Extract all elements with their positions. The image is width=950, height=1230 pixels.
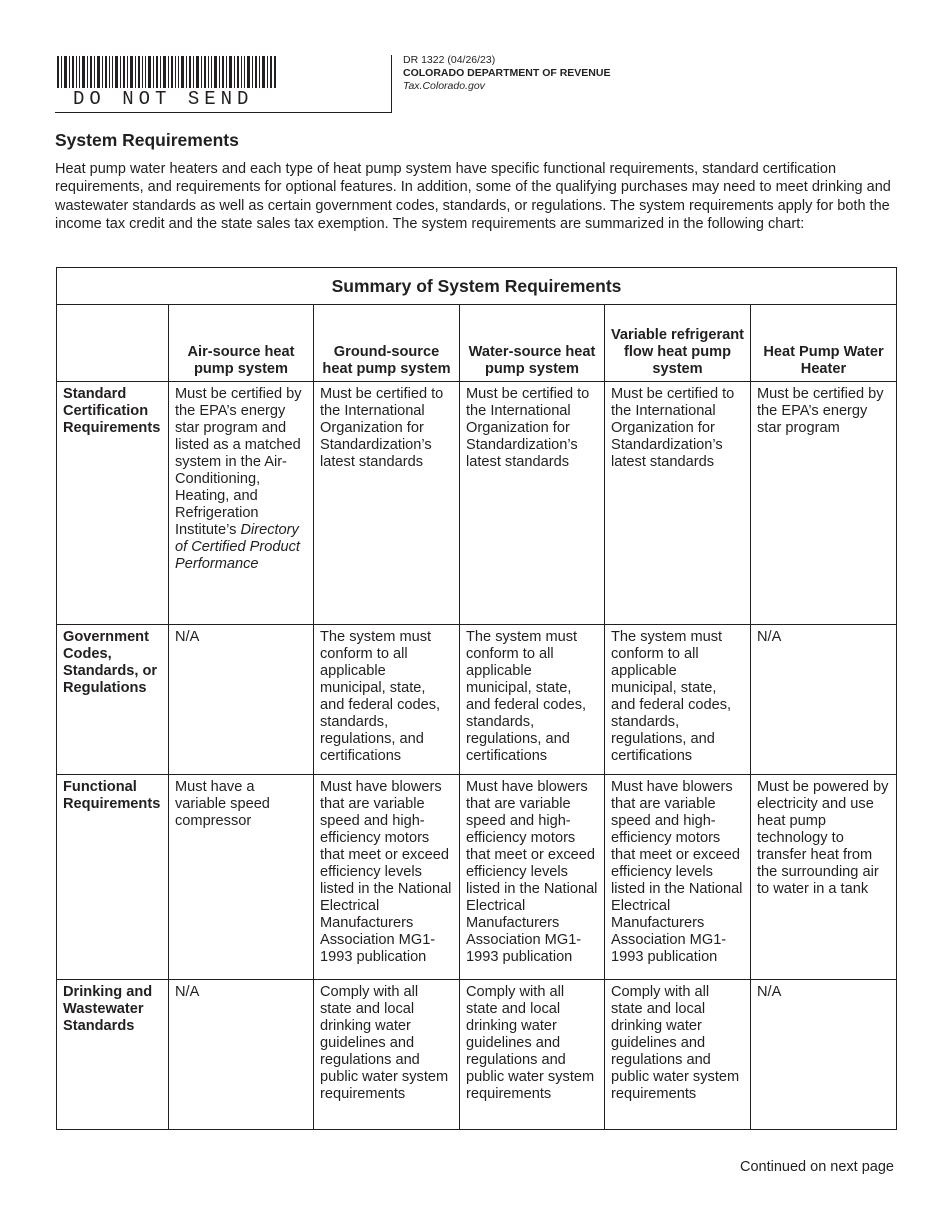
- cell-heat-pump-water-heater: N/A: [751, 625, 897, 775]
- row-header-drinking-wastewater: Drinking and Wastewater Standards: [57, 980, 169, 1130]
- cell-water-source: Comply with all state and local drinking water guidelines and regulations and public water system requirements: [460, 980, 605, 1130]
- table-row: [57, 775, 897, 980]
- table-caption: Summary of System Requirements: [57, 268, 897, 305]
- requirements-table: [56, 267, 897, 1130]
- column-header-ground-source: Ground-source heat pump system: [314, 305, 460, 382]
- cell-variable-refrigerant-flow: Must be certified to the International Organization for Standardization’s latest standards: [605, 382, 751, 625]
- cell-water-source: The system must conform to all applicable municipal, state, and federal codes, standards, regulations, and certifications: [460, 625, 605, 775]
- intro-paragraph: Heat pump water heaters and each type of heat pump system have specific functional requirements, standard certification requirements, and requirements for optional features. In addition, some of the qualifying purchases may need to meet drinking and wastewater standards as well as certain government codes, standards, or regulations. The system requirements apply for both the income tax credit and the state sales tax exemption. The system requirements are summarized in the following chart:: [55, 161, 891, 233]
- table-row: [57, 382, 897, 625]
- cell-variable-refrigerant-flow: Must have blowers that are variable speed and high-efficiency motors that meet or exceed efficiency levels listed in the National Electrical Manufacturers Association MG1-1993 publication: [605, 775, 751, 980]
- row-header-functional-requirements: Functional Requirements: [57, 775, 169, 980]
- do-not-send-label: DO NOT SEND: [73, 88, 254, 110]
- cell-air-source: [169, 382, 314, 625]
- cell-air-source: N/A: [169, 980, 314, 1130]
- cell-water-source: Must be certified to the International Organization for Standardization’s latest standards: [460, 382, 605, 625]
- department-name: COLORADO DEPARTMENT OF REVENUE: [403, 67, 611, 79]
- directory-title: Directory of Certified Product Performance: [175, 522, 300, 572]
- cell-variable-refrigerant-flow: The system must conform to all applicable municipal, state, and federal codes, standards, regulations, and certifications: [605, 625, 751, 775]
- barcode-image: [57, 56, 277, 88]
- row-header-government-codes: Government Codes, Standards, or Regulations: [57, 625, 169, 775]
- column-header-heat-pump-water-heater: Heat Pump Water Heater: [751, 305, 897, 382]
- cell-heat-pump-water-heater: N/A: [751, 980, 897, 1130]
- form-number: DR 1322 (04/26/23): [403, 54, 496, 66]
- cell-air-source: N/A: [169, 625, 314, 775]
- section-title: System Requirements: [55, 130, 239, 150]
- table-row: [57, 980, 897, 1130]
- column-header-water-source: Water-source heat pump system: [460, 305, 605, 382]
- cell-text: Must be certified by the EPA’s energy star program and listed as a matched system in the Air-Conditioning, Heating, and Refrigeration Institute’s: [175, 386, 302, 538]
- cell-air-source: Must have a variable speed compressor: [169, 775, 314, 980]
- cell-heat-pump-water-heater: Must be powered by electricity and use heat pump technology to transfer heat from the surrounding air to water in a tank: [751, 775, 897, 980]
- cell-ground-source: Comply with all state and local drinking water guidelines and regulations and public water system requirements: [314, 980, 460, 1130]
- cell-variable-refrigerant-flow: Comply with all state and local drinking water guidelines and regulations and public water system requirements: [605, 980, 751, 1130]
- column-header-air-source: Air-source heat pump system: [169, 305, 314, 382]
- column-header-variable-refrigerant-flow: Variable refrigerant flow heat pump system: [605, 305, 751, 382]
- cell-water-source: Must have blowers that are variable speed and high-efficiency motors that meet or exceed efficiency levels listed in the National Electrical Manufacturers Association MG1-1993 publication: [460, 775, 605, 980]
- cell-ground-source: The system must conform to all applicable municipal, state, and federal codes, standards, regulations, and certifications: [314, 625, 460, 775]
- row-header-standard-certification: Standard Certification Requirements: [57, 382, 169, 625]
- form-identifier: [403, 54, 610, 93]
- cell-ground-source: Must be certified to the International Organization for Standardization’s latest standards: [314, 382, 460, 625]
- column-header-row: [57, 305, 897, 382]
- cell-ground-source: Must have blowers that are variable speed and high-efficiency motors that meet or exceed efficiency levels listed in the National Electrical Manufacturers Association MG1-1993 publication: [314, 775, 460, 980]
- continued-note: Continued on next page: [740, 1159, 894, 1175]
- barcode-block: [55, 55, 392, 113]
- cell-heat-pump-water-heater: Must be certified by the EPA’s energy star program: [751, 382, 897, 625]
- table-row: [57, 625, 897, 775]
- website-link[interactable]: Tax.Colorado.gov: [403, 80, 485, 92]
- column-header-blank: [57, 305, 169, 382]
